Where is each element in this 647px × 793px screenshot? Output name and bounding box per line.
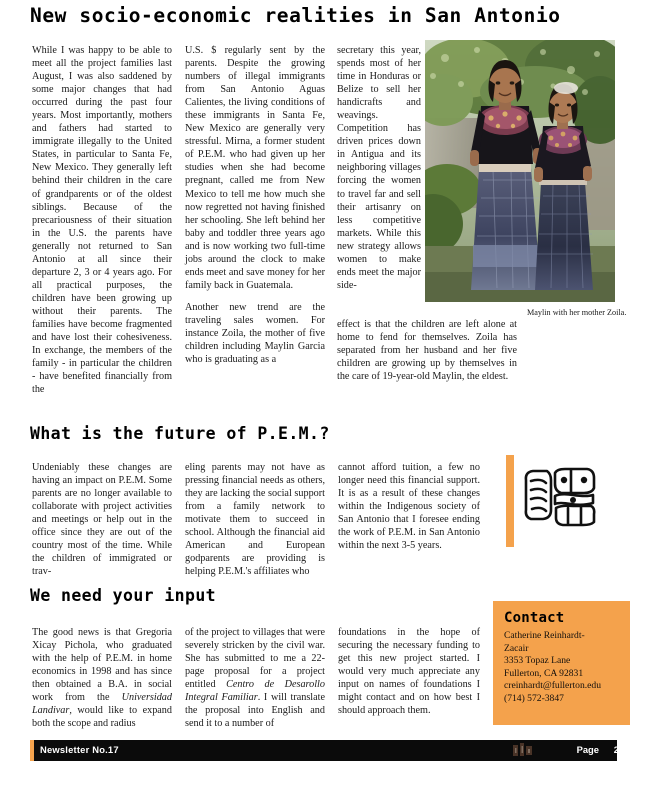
italic-title: Centro de Desarollo Integral Familiar <box>185 679 325 704</box>
input-column-1 <box>32 626 172 730</box>
footer-decorative-mark <box>513 743 537 758</box>
paragraph <box>32 626 172 730</box>
paragraph: Undeniably these changes are having an impact on P.E.M. Some parents are no longer available to collaborate with project activities and meetings or help out in the office since they are out of the country most of the time. While the children of immigrated or trav- <box>32 462 172 578</box>
article-column-3-lower <box>337 318 517 383</box>
contact-box <box>493 601 630 725</box>
future-column-1 <box>32 461 172 578</box>
italic-title: Universidad Landivar <box>32 692 172 717</box>
paragraph: cannot afford tuition, a few no longer need this financial support. It is as a result of these changes within the Indigenous society of San Antonio that I foresee ending the work of P.E.M. in San Antonio within the next 3-5 years. <box>338 462 480 552</box>
input-column-3 <box>338 626 480 717</box>
article-column-2 <box>185 44 325 366</box>
paragraph: While I was happy to be able to meet all the project families last August, I was also saddened by some major changes that had occurred during the past four years. Most importantly, mothers and fathers had started to immigrate illegally to the United States, in particular to Santa Fe, New Mexico. They generally left behind their children in the care of grandparents or of the oldest siblings. Because of the precariousness of their situation in the U.S. the parents have generally not returned to San Antonio at all since their departure 2, 3 or 4 years ago. For all practical purposes, the children have been growing up without their parents. The families have become fragmented and have lost their cohesiveness. In exchange, the members of the family - in particular the children - have benefited financially from the <box>32 45 172 396</box>
contact-line: 3353 Topaz Lane <box>504 655 571 667</box>
future-column-3 <box>338 461 480 552</box>
section-heading-future: What is the future of P.E.M.? <box>30 424 330 443</box>
paragraph: effect is that the children are left alone at home to fend for themselves. Zoila has separated from her husband and her five children are growing up by themselves in the care of 19-year-old Maylin, the eldest. <box>337 319 517 383</box>
paragraph: U.S. $ regularly sent by the parents. Despite the growing numbers of illegal immigrants from San Antonio Aguas Calientes, the living conditions of these immigrants in Santa Fe, New Mexico are generally very stressful. Mirna, a former student of P.E.M. who had given up her studies when she had become pregnant, called me from New Mexico to tell me how much she now regretted not having finished her schooling. She left behind her baby and toddler three years ago and is now working two full-time jobs around the clock to make ends meet and save money for her family back in Guatemala. <box>185 45 325 291</box>
mayan-glyph-icon <box>521 464 599 530</box>
input-column-2 <box>185 626 325 730</box>
article-column-3-upper <box>337 44 421 292</box>
article-column-1 <box>32 44 172 396</box>
paragraph: Another new trend are the traveling sales women. For instance Zoila, the mother of five children including Maylin Garcia who is graduating as a <box>185 301 325 366</box>
footer-page-number: 2 <box>613 744 619 755</box>
orange-accent-rule <box>506 455 514 547</box>
contact-phone: (714) 572-3847 <box>504 692 564 704</box>
paragraph: eling parents may not have as pressing financial needs as others, they are lacking the social support from a family network to motivate them to succeed in school. Although the financial aid American and European godparents are providing is helping P.E.M.'s affiliates who <box>185 462 325 578</box>
photo-caption: Maylin with her mother Zoila. <box>527 308 627 317</box>
contact-line: Zacair <box>504 642 529 654</box>
photo-illustration <box>425 40 615 302</box>
footer-newsletter-label: Newsletter No.17 <box>40 744 119 755</box>
contact-line: Catherine Reinhardt- <box>504 630 585 641</box>
future-column-2 <box>185 461 325 578</box>
photo-maylin-and-zoila <box>425 40 615 302</box>
text-run: , would like to expand both the scope and radius <box>32 705 172 730</box>
section-heading-input: We need your input <box>30 586 217 605</box>
paragraph <box>185 626 325 730</box>
text-run: . I will translate the proposal into English and send it to a number of <box>185 692 326 730</box>
paragraph: secretary this year, spends most of her time in Honduras or Belize to sell her handicrafts and weavings. Competition has driven prices down in Antigua and its neighboring villages forcing the women to travel far and sell their artisanry on less competitive markets. While this new strategy allows women to make ends meet the major side- <box>337 45 421 291</box>
text-run: of the project to villages that were severely stricken by the civil war. She has submitted to me a 22-page proposal for a project entitled <box>185 627 325 691</box>
footer-page-label: Page <box>576 744 599 755</box>
text-run: The good news is that Gregoria Xicay Pichola, who graduated with the help of P.E.M. in home economics in 1998 and has since then obtained a B.A. in social work from the <box>32 627 172 704</box>
page-title: New socio-economic realities in San Antonio <box>30 4 561 27</box>
contact-details <box>504 630 621 706</box>
contact-line: Fullerton, CA 92831 <box>504 667 584 679</box>
footer-accent-tick <box>30 740 34 761</box>
paragraph: foundations in the hope of securing the necessary funding to get this new project started. I would very much appreciate any input on names of foundations I might contact and on how best I should approach them. <box>338 627 480 717</box>
contact-email: creinhardt@fullerton.edu <box>504 680 602 692</box>
contact-title: Contact <box>504 610 565 626</box>
footer-mark-drawing <box>513 743 537 758</box>
mayan-glyph-drawing <box>521 464 599 530</box>
